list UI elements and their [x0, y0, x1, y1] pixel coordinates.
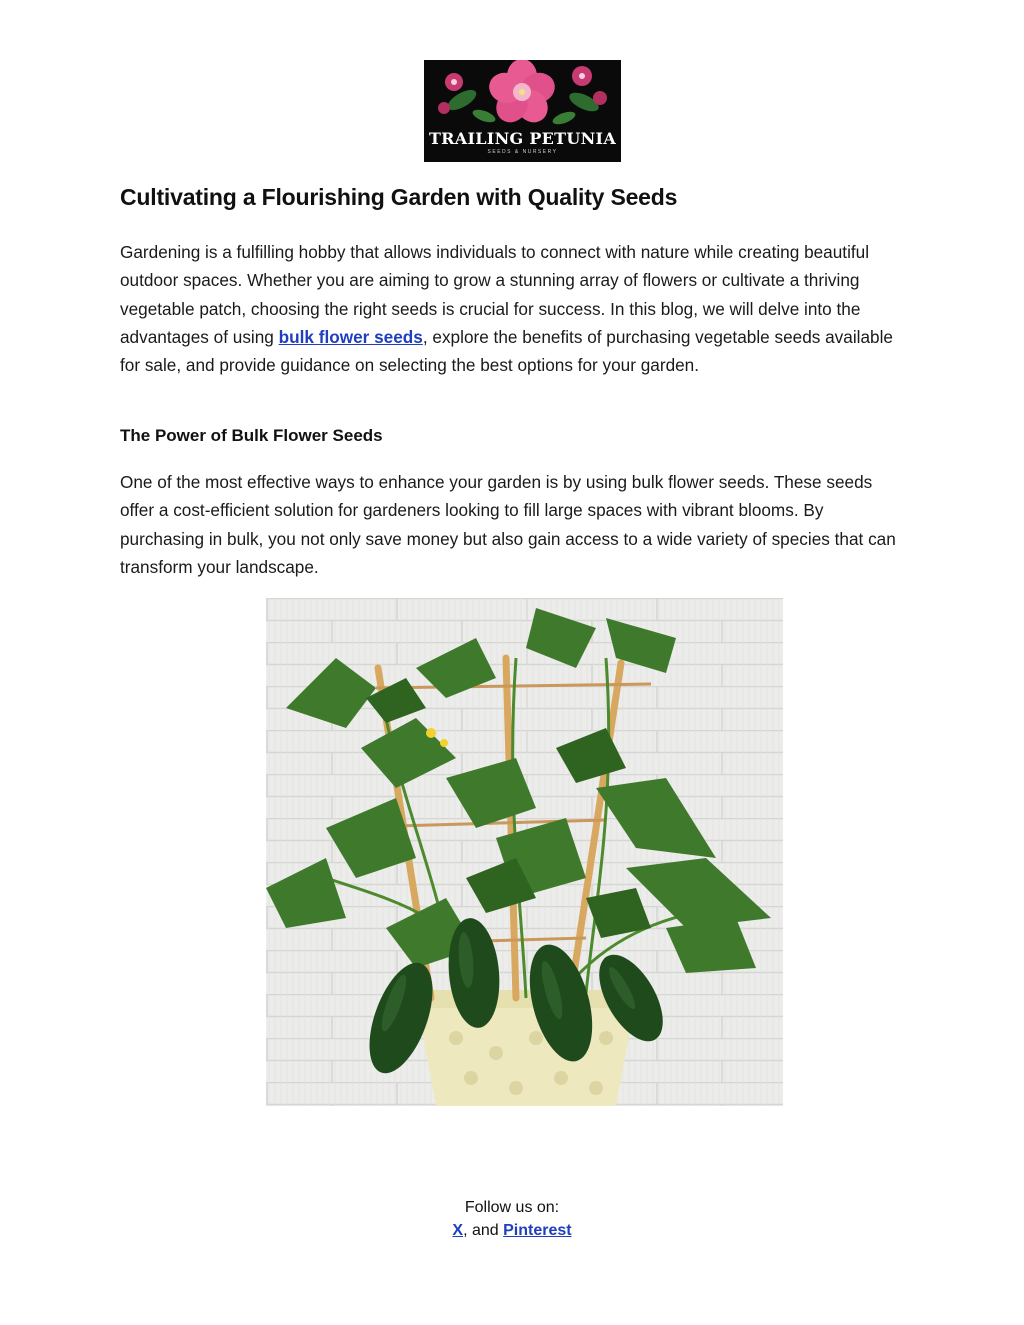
- cucumber-plant-photo: [266, 598, 783, 1106]
- follow-us-label: Follow us on:: [464, 1199, 560, 1216]
- social-separator: , and: [463, 1222, 504, 1239]
- intro-paragraph: [120, 238, 910, 379]
- article-title: Cultivating a Flourishing Garden with Quality Seeds: [120, 184, 678, 210]
- brand-logo: [424, 60, 621, 162]
- section-paragraph: One of the most effective ways to enhance your garden is by using bulk flower seeds. These seeds offer a cost-efficient solution for gardeners looking to fill large spaces with vibrant blooms. By purchasing in bulk, you not only save money but also gain access to a wide variety of species that can transform your landscape.: [120, 472, 896, 577]
- pinterest-link[interactable]: Pinterest: [503, 1222, 572, 1239]
- intro-text-before: Gardening is a fulfilling hobby that allows individuals to connect with nature while creating beautiful outdoor spaces. Whether you are aiming to grow a stunning array of flowers or cultivate a thriving vegetable patch, choosing the right seeds is crucial for success. In this blog, we will delve into the advantages of using: [120, 242, 870, 347]
- x-link[interactable]: X: [452, 1222, 464, 1239]
- intro-text-after: , explore the benefits of purchasing vegetable seeds available for sale, and provide guidance on selecting the best options for your garden.: [120, 326, 893, 376]
- logo-brand-text: TRAILING PETUNIA: [428, 129, 617, 148]
- social-links: [0, 1222, 1024, 1240]
- logo-subtitle: SEEDS & NURSERY: [487, 149, 558, 155]
- section-heading: The Power of Bulk Flower Seeds: [120, 426, 383, 445]
- bulk-flower-seeds-link[interactable]: bulk flower seeds: [278, 326, 423, 347]
